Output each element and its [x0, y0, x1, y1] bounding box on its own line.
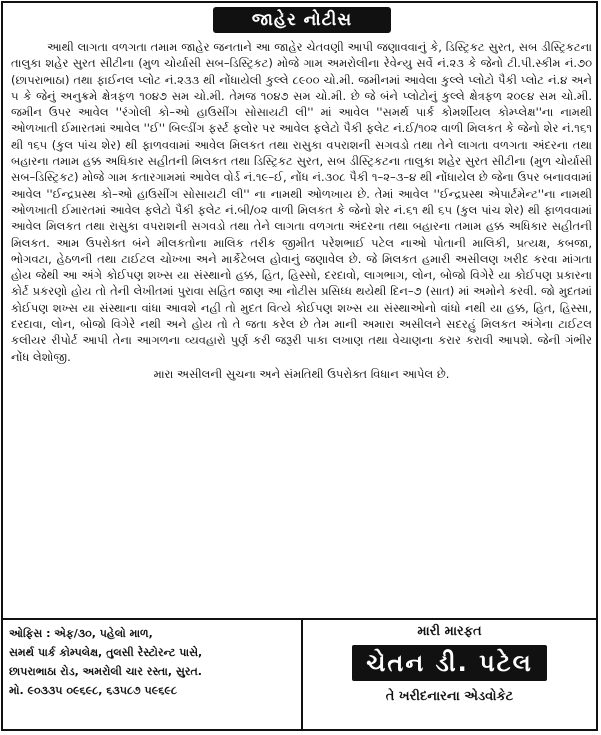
office-line: સમર્થ પાર્ક કોમ્પલેક્ષ, તુલસી રેસ્ટોરન્ટ પાસે, — [9, 646, 203, 659]
advocate-block — [303, 620, 596, 731]
office-phone: મો. ૯૦૩૩૫ ૦૯૬૯૮, ૬૩૫૮૭ ૫૯૬૯૮ — [9, 684, 177, 697]
public-notice — [1, 1, 598, 731]
notice-title: જાહેર નોટીસ — [213, 7, 391, 33]
advocate-role: તે ખરીદનારના એડવોકેટ — [385, 689, 514, 704]
notice-footer — [3, 618, 596, 731]
notice-body — [11, 39, 592, 617]
via-label: મારી મારફત — [417, 624, 482, 639]
notice-paragraph: આથી લાગતા વળગતા તમામ જાહેર જનતાને આ જાહેર ચેતવણી આપી જણાવવાનું કે, ડિસ્ટ્રિકટ સુરત, સબ ડીસ્ટ્રિકટના તાલુકા શહેર સુરત સીટીના (મુળ ચોર્યાસી સબ–ડિસ્ટ્રિકટ) મોજે ગામ અમરોલીના રેવેન્યુ સર્વે નં.૨૩ કે જેનો ટી.પી.સ્કીમ નં.૭૦ (છાપરાભાઠા) તથા ફાઈનલ પ્લોટ નં.૨૩૩ થી નોંધાયેલી કુલ્લે ૮૯૦૦ ચો.મી. જમીનમાં આવેલા કુલ્લે પ્લોટો પૈકી પ્લોટ નં.૪ અને ૫ કે જેનું અનુક્રમે ક્ષેત્રફળ ૧૦૪૭ સમ ચો.મી. તેમજ ૧૦૪૭ સમ ચો.મી. છે જે બંને પ્લોટોનું કુલ્લે ક્ષેત્રફળ ૨૦૯૪ સમ ચો.મી. જમીન ઉપર આવેલ ''રંગોલી કો–ઓ હાઉસીંગ સોસાયટી લી'' માં આવેલ ''સમર્થ પાર્ક કોમર્શીયલ કોમ્પ્લેક્ષ''ના નામથી ઓળખાતી ઈમારતમાં આવેલ ''ઈ'' બિલ્ડીંગ ફર્સ્ટ ફલોર પર આવેલ ફલેટો પૈકી ફલેટ નં.ઈ/૧૦૨ વાળી મિલકત કે જેનો શેર નં.૧૬૧ થી ૧૬૫ (કુલ પાંચ શેર) થી ફાળવવામાં આવેલ મિલકત તથા રાસુકા વપરાશની સગવડો તથા તેને લાગતા વળગતા અંદરના તથા બહારના તમામ હક્ક અધિકાર સહીતની મિલકત તથા ડિસ્ટ્રિકટ સુરત, સબ ડીસ્ટ્રિકટના તાલુકા શહેર સુરત સીટીના (મુળ ચોર્યાસી સબ–ડિસ્ટ્રિકટ) મોજે ગામ કતારગામમાં આવેલ વોર્ડ નં.૧૯–ઈ, નોંધ નં.૩૦૮ પૈકી ૧–૨–૩–૪ થી નોંધાયેલ છે જેના ઉપર બનાવવામાં આવેલ ''ઈન્દ્રપ્રસ્થ કો–ઓ હાઉસીંગ સોસાયટી લી'' ના નામથી ઓળખાય છે. તેમાં આવેલ ''ઈન્દ્રપ્રસ્થ એપાર્ટમેન્ટ''ના નામથી ઓળખાતી ઈમારતમાં આવેલ ફલેટો પૈકી ફલેટ નં.બી/૦૨ વાળી મિલકત કે જેનો શેર નં.૬૧ થી ૬૫ (કુલ પાંચ શેર) થી ફાળવવામાં આવેલ મિલકત તથા રાસુકા વપરાશની સગવડો તથા તેને લાગતા વળગતા અંદરના તથા બહારના તમામ હક્ક અધિકાર સહીતની મિલકત. આમ ઉપરોક્ત બંને મીલકતોના માલિક તરીક જીમીત પરેશભાઈ પટેલ નાઓ પોતાની માલિકી, પ્રત્યક્ષ, કબજા, ભોગવટા, હેઠળની તથા ટાઈટલ ચોખ્ખા અને માર્કેટેબલ હોવાનું જણાવેલ છે. જે મિલકત હમારી અસીલણ ખરીદ કરવા માંગતા હોય જેથી આ અંગે કોઈપણ શખ્સ યા સંસ્થાનો હક્ક, હિત, હિસ્સો, દરદાવો, લાગભાગ, લોન, બોજો વિગેરે યા કોઈપણ પ્રકારના કોર્ટ પ્રકરણો હોય તો તેની લેખીતમાં પુરાવા સહિત જાણ આ નોટીસ પ્રસિધ્ધ થયેથી દિન–૭ (સાત) માં અમોને કરવી. જો મુદતમાં કોઈપણ શખ્સ યા સંસ્થાના વાંધા આવશે નહી તો મુદત વિત્યે કોઈપણ શખ્સ યા સંસ્થાઓનો વાંધો નથી યા હક્ક, હિત, હિસ્સા, દરદાવા, લોન, બોજો વિગેરે નથી અને હોય તો તે જતા કરેલ છે તેમ માની અમારા અસીલને સદરહું મિલકત અંગેના ટાઈટલ કલીયર રીપોર્ટ આપી તેના આગળના વ્યવહારો પુર્ણ કરી જરૂરી પાકા લખાણ તથા વેચાણના કરાર કરાવી આપશે. જેની ગંભીર નોંધ લેશોજી. — [11, 40, 592, 364]
office-address — [3, 620, 303, 731]
office-line: ઓફિસ : એફ/૩૦, પહેલો માળ, — [9, 627, 153, 640]
advocate-name: ચેતન ડી. પટેલ — [352, 645, 547, 681]
notice-closing: મારા અસીલની સુચના અને સંમતિથી ઉપરોક્ત વિધાન આપેલ છે. — [153, 366, 450, 381]
office-line: છાપરાભાઠા રોડ, અમરોલી ચાર રસ્તા, સુરત. — [9, 665, 202, 678]
